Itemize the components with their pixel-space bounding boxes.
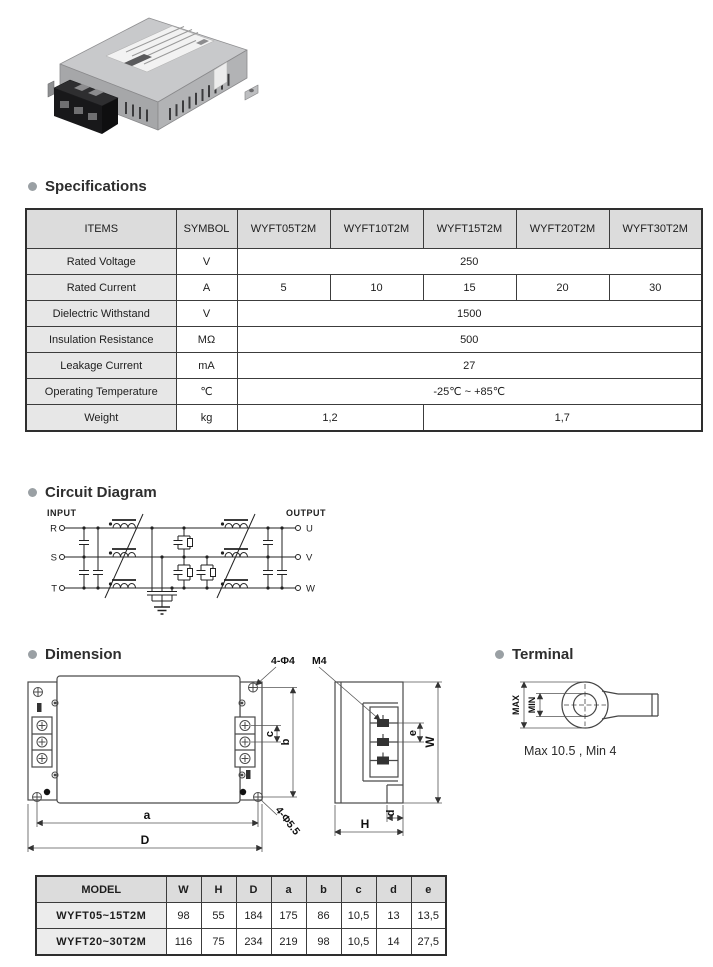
spec-value-cell: -25℃ ~ +85℃ bbox=[237, 379, 702, 405]
spec-col-header: SYMBOL bbox=[176, 209, 237, 249]
ring-terminal bbox=[562, 682, 658, 728]
mount-hole bbox=[249, 89, 254, 92]
spec-item-cell: Insulation Resistance bbox=[26, 327, 176, 353]
phase-lines bbox=[65, 528, 296, 588]
spec-value-cell: 5 bbox=[237, 275, 330, 301]
spec-value-cell: 10 bbox=[330, 275, 423, 301]
dim-col-header: d bbox=[376, 876, 411, 903]
input-x-capacitors bbox=[79, 528, 103, 588]
dim-value-cell: 27,5 bbox=[411, 929, 446, 956]
section-title: Specifications bbox=[45, 178, 147, 195]
spec-symbol-cell: A bbox=[176, 275, 237, 301]
front-view bbox=[28, 676, 263, 803]
spec-value-cell: 20 bbox=[516, 275, 609, 301]
specifications-table bbox=[25, 208, 703, 432]
spec-item-cell: Leakage Current bbox=[26, 353, 176, 379]
dim-col-header: c bbox=[341, 876, 376, 903]
dim-label-hole-top: 4-Φ4 bbox=[271, 655, 295, 667]
spec-item-cell: Dielectric Withstand bbox=[26, 301, 176, 327]
spec-col-header: WYFT30T2M bbox=[609, 209, 702, 249]
dim-value-cell: 234 bbox=[236, 929, 271, 956]
dim-value-cell: 13 bbox=[376, 903, 411, 929]
dim-label-d: d bbox=[385, 809, 397, 817]
dim-value-cell: 175 bbox=[271, 903, 306, 929]
spec-row bbox=[26, 301, 702, 327]
spec-value-cell: 1,2 bbox=[237, 405, 423, 432]
spec-symbol-cell: ℃ bbox=[176, 379, 237, 405]
bullet-icon bbox=[495, 650, 504, 659]
dim-col-header: a bbox=[271, 876, 306, 903]
spec-header-row bbox=[26, 209, 702, 249]
rc-snubber-st-1 bbox=[174, 557, 193, 588]
spec-row bbox=[26, 249, 702, 275]
dim-label-screw: M4 bbox=[312, 655, 327, 667]
spec-col-header: ITEMS bbox=[26, 209, 176, 249]
spec-row bbox=[26, 405, 702, 432]
dimension-table bbox=[35, 875, 447, 956]
spec-symbol-cell: V bbox=[176, 249, 237, 275]
spec-item-cell: Weight bbox=[26, 405, 176, 432]
dim-label-a: a bbox=[143, 808, 151, 822]
dim-value-cell: 86 bbox=[306, 903, 341, 929]
spec-row bbox=[26, 379, 702, 405]
spec-item-cell: Operating Temperature bbox=[26, 379, 176, 405]
circuit-label-output: OUTPUT bbox=[286, 508, 326, 518]
spec-row bbox=[26, 327, 702, 353]
spec-symbol-cell: kg bbox=[176, 405, 237, 432]
spec-value-cell: 500 bbox=[237, 327, 702, 353]
dim-value-cell: 116 bbox=[166, 929, 201, 956]
spec-item-cell: Rated Current bbox=[26, 275, 176, 301]
circuit-label-r: R bbox=[50, 523, 57, 535]
dim-col-header: W bbox=[166, 876, 201, 903]
dim-label-D: D bbox=[140, 833, 150, 847]
dim-col-header: H bbox=[201, 876, 236, 903]
spec-value-cell: 15 bbox=[423, 275, 516, 301]
terminal-drawing bbox=[500, 668, 680, 740]
product-photo bbox=[46, 4, 261, 139]
spec-col-header: WYFT15T2M bbox=[423, 209, 516, 249]
output-terminal-u bbox=[296, 526, 301, 531]
spec-value-cell: 27 bbox=[237, 353, 702, 379]
spec-col-header: WYFT05T2M bbox=[237, 209, 330, 249]
spec-row bbox=[26, 353, 702, 379]
dim-value-cell: 14 bbox=[376, 929, 411, 956]
dim-col-header: b bbox=[306, 876, 341, 903]
dim-label-hole-bottom: 4-Φ5.5 bbox=[272, 804, 303, 838]
dim-col-header: MODEL bbox=[36, 876, 166, 903]
rc-snubber-rs bbox=[174, 528, 193, 557]
dim-value-cell: 184 bbox=[236, 903, 271, 929]
circuit-label-t: T bbox=[51, 583, 57, 595]
spec-value-cell: 1500 bbox=[237, 301, 702, 327]
dim-col-header: D bbox=[236, 876, 271, 903]
output-terminal-v bbox=[296, 555, 301, 560]
dim-value-cell: 10,5 bbox=[341, 929, 376, 956]
ground-icon bbox=[154, 607, 170, 614]
spec-symbol-cell: MΩ bbox=[176, 327, 237, 353]
dim-label-b: b bbox=[280, 738, 292, 746]
spec-col-header: WYFT10T2M bbox=[330, 209, 423, 249]
section-circuit-diagram bbox=[28, 484, 157, 501]
input-terminal-r bbox=[60, 526, 65, 531]
dim-row bbox=[36, 929, 446, 956]
spec-row bbox=[26, 275, 702, 301]
dim-header-row bbox=[36, 876, 446, 903]
dim-label-H: H bbox=[360, 817, 370, 831]
circuit-label-s: S bbox=[50, 552, 57, 564]
bullet-icon bbox=[28, 488, 37, 497]
spec-symbol-cell: mA bbox=[176, 353, 237, 379]
output-terminal-w bbox=[296, 586, 301, 591]
spec-symbol-cell: V bbox=[176, 301, 237, 327]
output-x-capacitors bbox=[263, 528, 287, 588]
dim-value-cell: 55 bbox=[201, 903, 236, 929]
dim-label-W: W bbox=[423, 736, 437, 748]
dim-label-c: c bbox=[264, 730, 276, 738]
input-terminal-t bbox=[60, 586, 65, 591]
dim-value-cell: 98 bbox=[306, 929, 341, 956]
y-capacitors-ground bbox=[147, 528, 177, 614]
common-mode-choke-1 bbox=[105, 514, 143, 598]
spec-value-cell: 1,7 bbox=[423, 405, 702, 432]
dim-row bbox=[36, 903, 446, 929]
section-title: Terminal bbox=[512, 646, 574, 663]
dim-col-header: e bbox=[411, 876, 446, 903]
side-view bbox=[335, 682, 403, 803]
terminal-label-max: MAX bbox=[511, 695, 521, 715]
dim-value-cell: 13,5 bbox=[411, 903, 446, 929]
input-terminal-s bbox=[60, 555, 65, 560]
circuit-label-v: V bbox=[306, 552, 313, 564]
bullet-icon bbox=[28, 182, 37, 191]
section-title: Circuit Diagram bbox=[45, 484, 157, 501]
spec-value-cell: 30 bbox=[609, 275, 702, 301]
dimension-drawing bbox=[25, 655, 465, 865]
dim-value-cell: 75 bbox=[201, 929, 236, 956]
terminal-caption: Max 10.5 , Min 4 bbox=[524, 744, 617, 758]
circuit-label-input: INPUT bbox=[47, 508, 77, 518]
section-title: Dimension bbox=[45, 646, 122, 663]
mount-flange-right bbox=[245, 85, 258, 100]
mount-tab-left bbox=[48, 81, 54, 97]
circuit-diagram bbox=[30, 500, 330, 630]
dim-value-cell: 219 bbox=[271, 929, 306, 956]
dim-model-cell: WYFT05~15T2M bbox=[36, 903, 166, 929]
common-mode-choke-2 bbox=[217, 514, 255, 598]
spec-col-header: WYFT20T2M bbox=[516, 209, 609, 249]
circuit-label-w: W bbox=[306, 583, 315, 595]
section-terminal bbox=[495, 646, 573, 663]
section-specifications bbox=[28, 178, 147, 195]
dim-value-cell: 10,5 bbox=[341, 903, 376, 929]
spec-value-cell: 250 bbox=[237, 249, 702, 275]
circuit-label-u: U bbox=[306, 523, 313, 535]
rc-snubber-st-2 bbox=[197, 557, 216, 588]
dim-label-e: e bbox=[407, 729, 419, 737]
terminal-label-min: MIN bbox=[527, 696, 537, 714]
dim-model-cell: WYFT20~30T2M bbox=[36, 929, 166, 956]
spec-item-cell: Rated Voltage bbox=[26, 249, 176, 275]
dim-value-cell: 98 bbox=[166, 903, 201, 929]
